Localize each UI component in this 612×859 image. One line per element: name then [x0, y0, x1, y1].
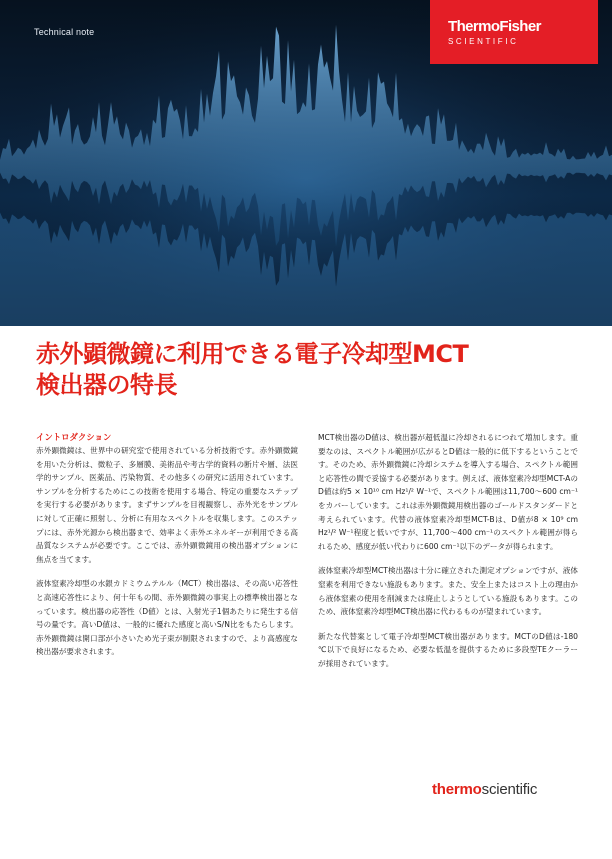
paragraph: 液体窒素冷却型MCT検出器は十分に確立された測定オプションですが、液体窒素を利用できない施設もあります。また、安全上またはコスト上の理由から液体窒素の使用を削減または廃止しようとしている施設もあります。このため、液体窒素冷却型MCT検出器に代わるものが望まれています。 — [318, 566, 578, 617]
hero-banner — [0, 0, 612, 326]
thermo-fisher-logo — [430, 0, 598, 64]
paragraph: MCT検出器のD値は、検出器が超低温に冷却されるにつれて増加します。重要なのは、スペクトル範囲が広がるとD値は一般的に低下するということです。そのため、赤外顕微鏡に冷却システムを導入する場合、スペクトル範囲と応答性の間で妥協する必要があります。例えば、液体窒素冷却型MCT-AのD値は約5 × 10¹⁰ cm Hz¹/² W⁻¹で、スペクトル範囲は11,700～600 cm⁻¹をカバーしています。これは赤外顕微鏡用検出器のゴールドスタンダードと考えられています。代替の液体窒素冷却型MCT-Bは、D値が8 × 10⁹ cm Hz¹/² W⁻¹程度と低いですが、11,700～400 cm⁻¹のスペクトル範囲が得られるため、感度が低い代わりに600 cm⁻¹以下のデータが得られます。 — [318, 433, 578, 551]
section-heading: イントロダクション — [36, 432, 112, 442]
page-title — [36, 339, 576, 401]
logo-subtitle: SCIENTIFIC — [448, 37, 519, 46]
paragraph: 新たな代替案として電子冷却型MCT検出器があります。MCTのD値は-180 ℃以下で良好になるため、必要な低温を提供するために多段型TEクーラーが採用されています。 — [318, 631, 578, 668]
paragraph: 液体窒素冷却型の水銀カドミウムテルル（MCT）検出器は、その高い応答性と高速応答性により、何十年もの間、赤外顕微鏡の事実上の標準検出器となっています。検出器の応答性（D値）とは、入射光子1個あたりに発生する信号の量です。高いD値は、一般的に優れた感度と高いS/N比をもたらします。赤外顕微鏡は開口部が小さいため光子束が制限されますので、より高感度な検出器が要求されます。 — [36, 579, 298, 657]
document-type-label: Technical note — [34, 27, 95, 37]
title-line-1: 赤外顕微鏡に利用できる電子冷却型MCT — [36, 340, 469, 368]
logo-scientific-word: scientific — [481, 781, 538, 798]
right-column — [318, 431, 578, 682]
logo-thermo-word: thermo — [432, 781, 482, 798]
title-line-2: 検出器の特長 — [36, 371, 177, 399]
left-column — [36, 431, 298, 670]
thermo-scientific-logo — [432, 781, 537, 798]
logo-wordmark: ThermoFisher — [448, 18, 541, 35]
paragraph: 赤外顕微鏡は、世界中の研究室で使用されている分析技術です。赤外顕微鏡を用いた分析は、微粒子、多層膜、美術品や考古学的資料の断片や層、法医学的サンプル、医薬品、汚染物質、その他多くの研究に活用されています。サンプルを分析するためにこの技術を使用する場合、特定の重要なステップを実行する必要があります。まずサンプルを目視観察し、赤外光をサンプルに対して正確に照射し、分析に有用なスペクトルを収集します。このステップには、赤外光源から検出器まで、効率よく赤外エネルギーが利用できる高品質なシステムが必要です。ここでは、赤外顕微鏡用の検出器オプションに焦点を当てます。 — [36, 446, 298, 564]
